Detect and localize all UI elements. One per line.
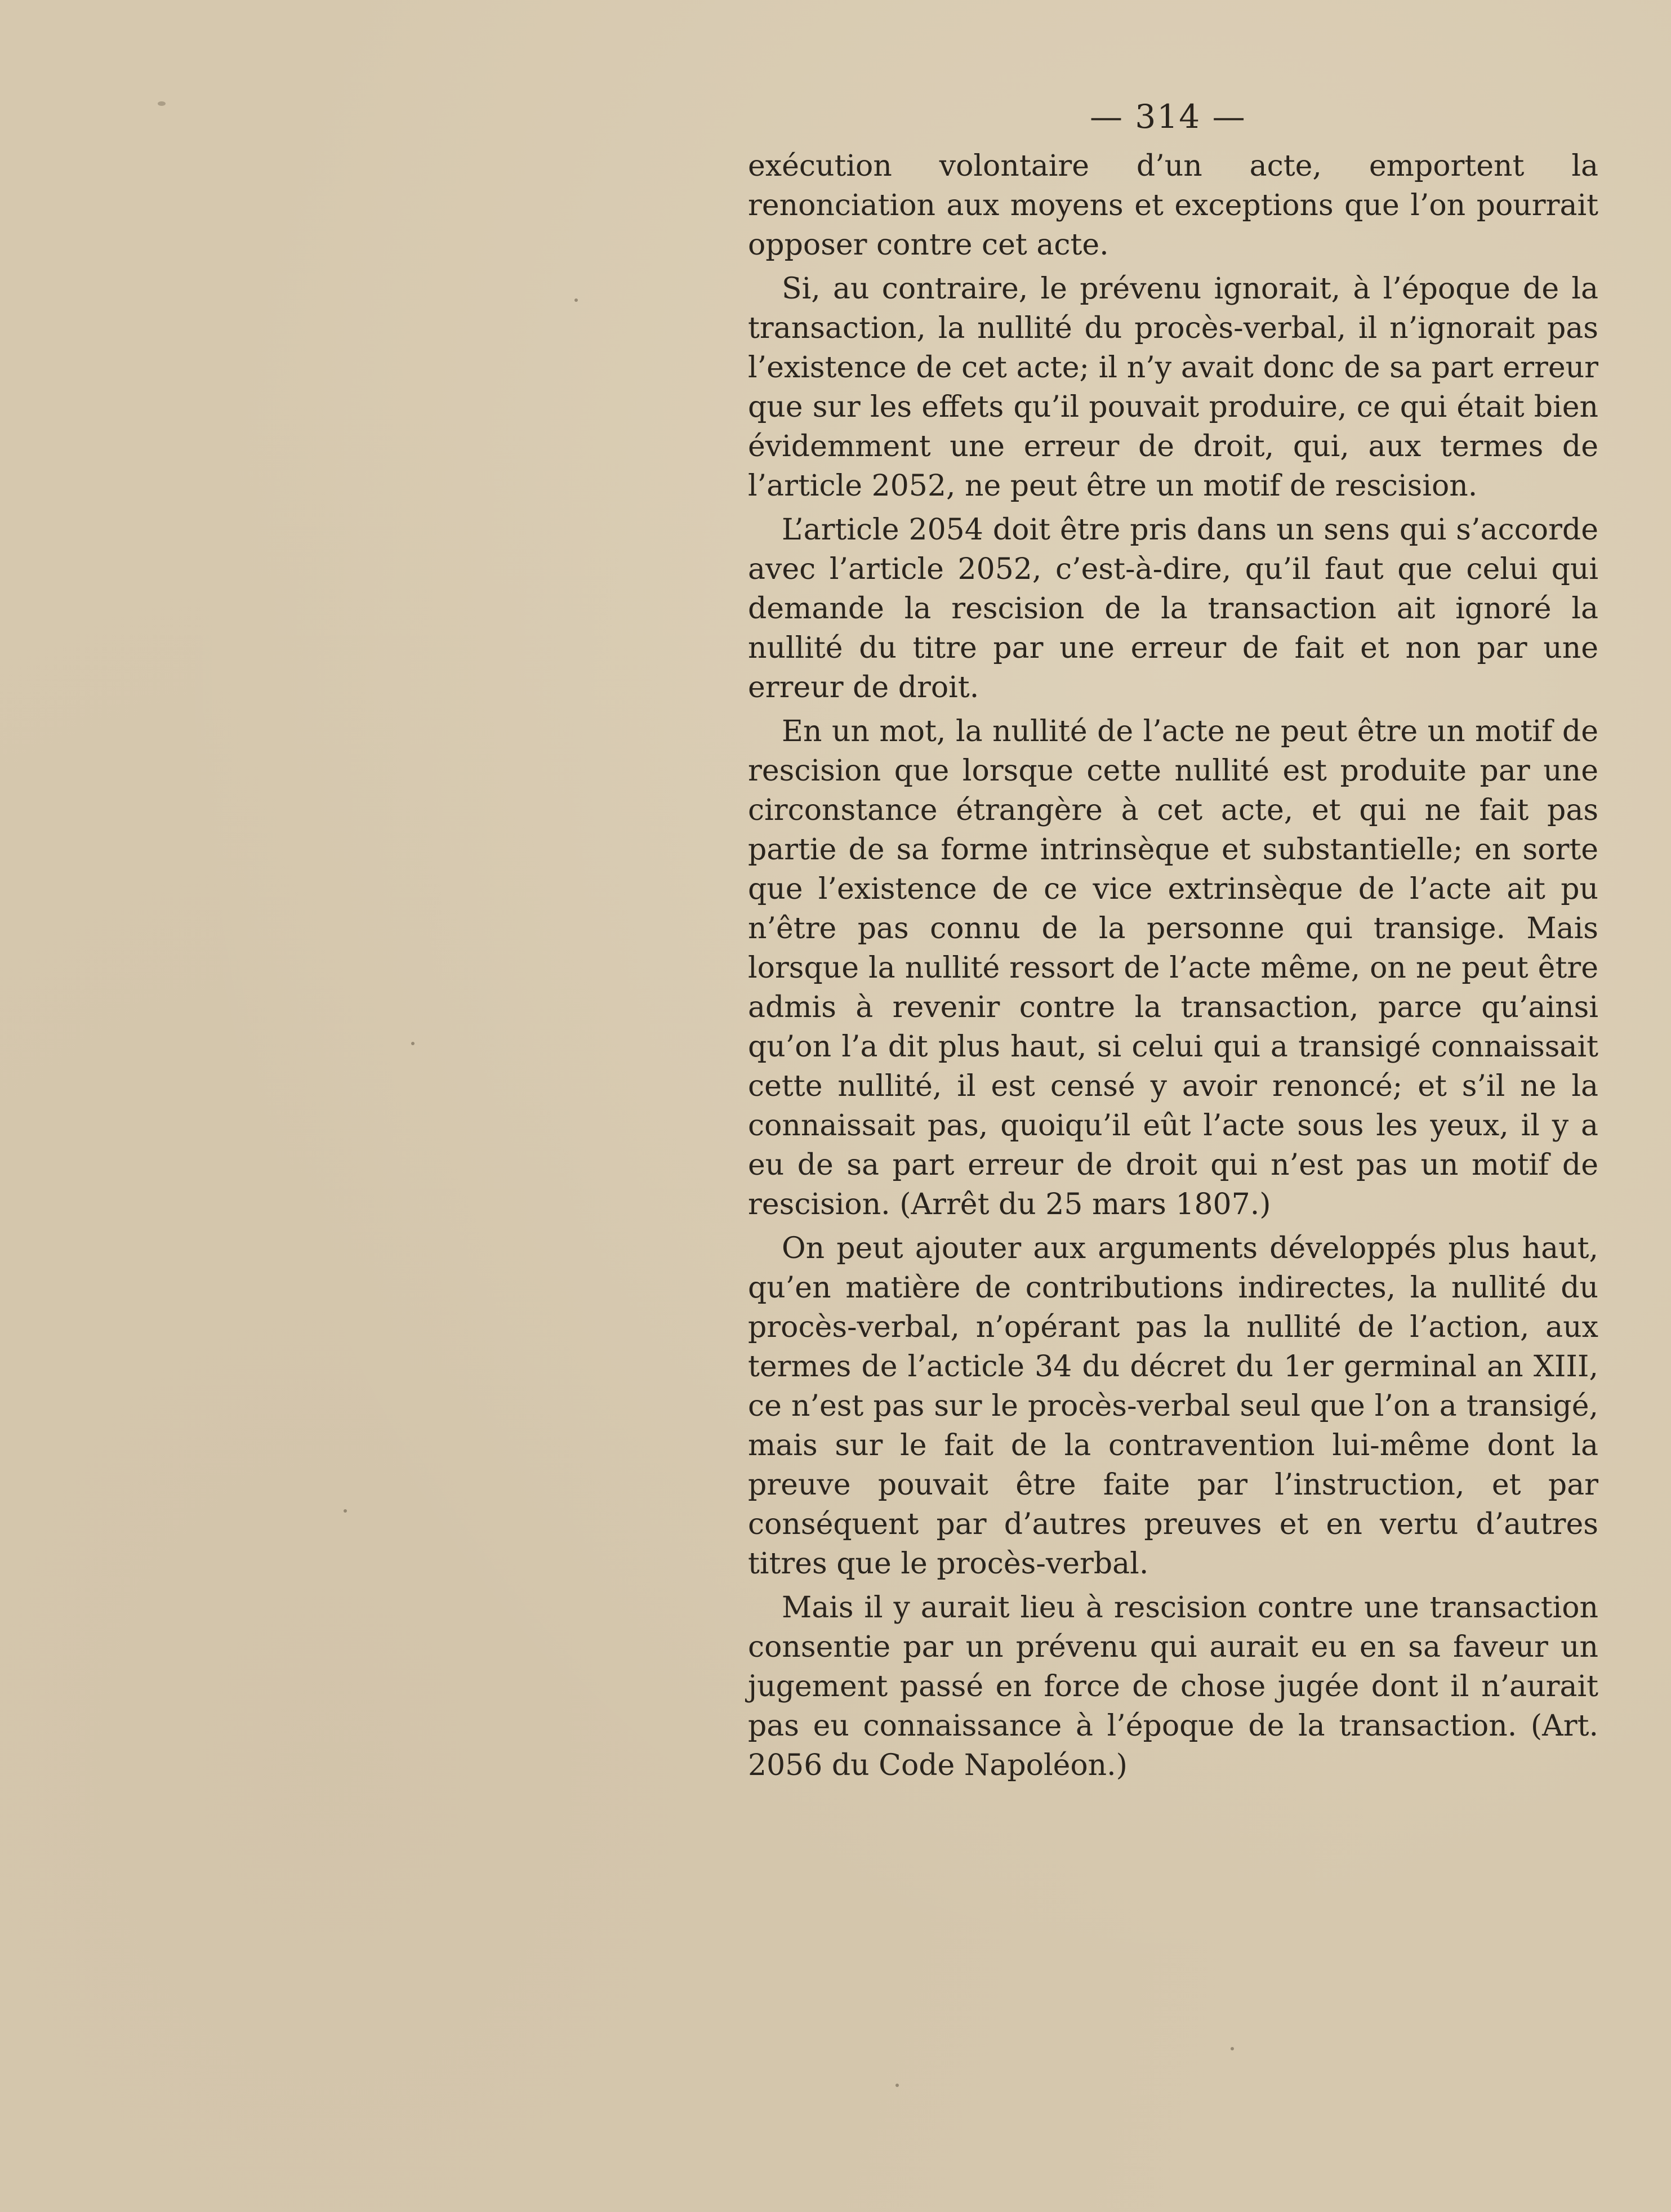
body-text [748, 146, 1598, 1785]
paragraph-1: exécution volontaire d’un acte, emportent la renonciation aux moyens et exceptions que l’on pourrait opposer contre cet acte. [748, 149, 1598, 262]
paper-speck [1231, 2047, 1234, 2050]
paper-speck [574, 298, 578, 302]
paragraph-4: En un mot, la nullité de l’acte ne peut être un motif de rescision que lorsque cette nullité est produite par une circonstance étrangère à cet acte, et qui ne fait pas partie de sa forme intrinsèque et substantielle; en sorte que l’existence de ce vice extrinsèque de l’acte ait pu n’être pas connu de la personne qui transige. Mais lorsque la nullité ressort de l’acte même, on ne peut être admis à revenir contre la transaction, parce qu’ainsi qu’on l’a dit plus haut, si celui qui a transigé connaissait cette nullité, il est censé y avoir renoncé; et s’il ne la connaissait pas, quoiqu’il eût l’acte sous les yeux, il y a eu de sa part erreur de droit qui n’est pas un motif de rescision. (Arrêt du 25 mars 1807.) [748, 715, 1598, 1221]
paper-speck [411, 1042, 415, 1045]
paragraph-6: Mais il y aurait lieu à rescision contre une transaction consentie par un prévenu qui aurait eu en sa faveur un jugement passé en force de chose jugée dont il n’aurait pas eu connaissance à l’époque de la transaction. (Art. 2056 du Code Napoléon.) [748, 1591, 1598, 1782]
paragraph-2: Si, au contraire, le prévenu ignorait, à l’époque de la transaction, la nullité du procès-verbal, il n’ignorait pas l’existence de cet acte; il n’y avait donc de sa part erreur que sur les effets qu’il pouvait produire, ce qui était bien évidemment une erreur de droit, qui, aux termes de l’article 2052, ne peut être un motif de rescision. [748, 272, 1598, 503]
paper-speck [158, 101, 166, 106]
paragraph-3: L’article 2054 doit être pris dans un sens qui s’accorde avec l’article 2052, c’est-à-dire, qu’il faut que celui qui demande la rescision de la transaction ait ignoré la nullité du titre par une erreur de fait et non par une erreur de droit. [748, 513, 1598, 704]
paper-speck [895, 2084, 899, 2087]
paper-speck [344, 1509, 347, 1513]
page-number: — 314 — [1090, 97, 1246, 136]
paragraph-5: On peut ajouter aux arguments développés plus haut, qu’en matière de contributions indirectes, la nullité du procès-verbal, n’opérant pas la nullité de l’action, aux termes de l’acticle 34 du décret du 1er germinal an XIII, ce n’est pas sur le procès-verbal seul que l’on a transigé, mais sur le fait de la contravention lui-même dont la preuve pouvait être faite par l’instruction, et par conséquent par d’autres preuves et en vertu d’autres titres que le procès-verbal. [748, 1232, 1598, 1581]
